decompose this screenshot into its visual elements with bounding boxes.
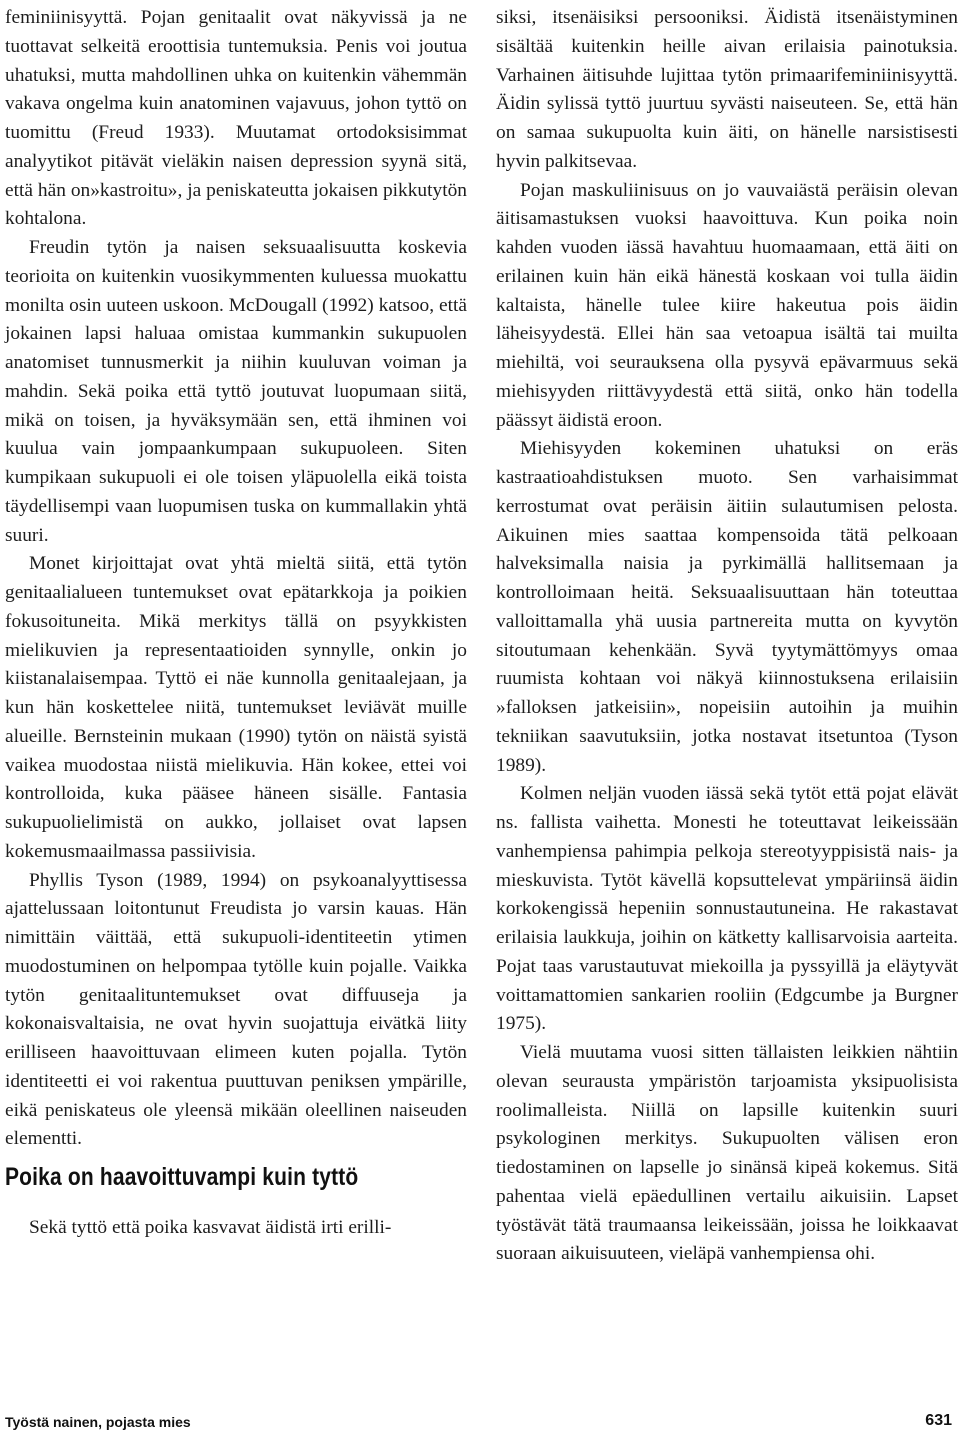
footer-title: Työstä nainen, pojasta mies [5,1414,191,1430]
paragraph: Freudin tytön ja naisen seksuaalisuutta koskevia teorioita on kuitenkin vuosikymmenten kuluessa muokattu monilta osin uuteen uskoon. McDougall (1992) katsoo, että jokainen lapsi haluaa omistaa kummankin sukupuolen anatomiset tunnusmerkit ja niihin kuuluvan voiman ja mahdin. Sekä poika että tyttö joutuvat luopumaan siitä, mikä on toisen, ja hyväksymään sen, että ihminen voi kuulua vain jompaankumpaan sukupuoleen. Siten kumpikaan sukupuoli ei ole toisen yläpuolella eikä toista täydellisempi vaan luopumisen tuska on kummallakin yhtä suuri. [5,237,467,546]
paragraph: Miehisyyden kokeminen uhatuksi on eräs kastraatioahdistuksen muoto. Sen varhaisimmat kerrostumat ovat peräisin äitiin sulautumisen pelosta. Aikuinen mies saattaa kompensoida tätä pelkoaan halveksimalla naisia ja pyrkimällä hallitsemaan ja kontrolloimaan heitä. Seksuaalisuuttaan hän toteuttaa valloittamalla yhä uusia partnereita mutta on kyvytön sitoutumaan kehenkään. Syvä tyytymättömyys omaa ruumista kohtaan voi näkyä kiinnostuksena erilaisiin »falloksen jatkeisiin», nopeisiin autoihin ja muihin tekniikan saavutuksiin, jotka nostavat itsetuntoa (Tyson 1989). [496,438,958,776]
paragraph: feminiinisyyttä. Pojan genitaalit ovat näkyvissä ja ne tuottavat selkeitä eroottisia tuntemuksia. Penis voi joutua uhatuksi, mutta mahdollinen uhka on kuitenkin vähemmän vakava ongelma kuin anatominen vajavuus, johon tyttö on tuomittu (Freud 1933). Muutamat ortodoksisimmat analyytikot pitävät vieläkin naisen depression syynä sitä, että hän on»kastroitu», ja peniskateutta jokaisen pikkutytön kohtalona. [5,7,467,230]
left-column [5,4,467,1243]
paragraph: Phyllis Tyson (1989, 1994) on psykoanalyyttisessa ajattelussaan loitontunut Freudista jo varsin kauas. Hän nimittäin väittää, että sukupuoli-identiteetin ytimen muodostuminen on helpompaa tytölle kuin pojalle. Vaikka tytön genitaalituntemukset ovat diffuuseja ja kokonaisvaltaisia, ne ovat hyvin suojattuja eivätkä liity erilliseen haavoittuvaan elimeen kuten pojalla. Tytön identiteetti ei voi rakentua puuttuvan peniksen ympärille, eikä peniskateus ole yleensä mikään oleellinen naiseuden elementti. [5,869,467,1150]
right-column [496,4,958,1269]
page-number: 631 [925,1412,952,1429]
paragraph: Vielä muutama vuosi sitten tällaisten leikkien nähtiin olevan seurausta ympäristön tarjoamista yksipuolisista roolimalleista. Niillä on lapsille kuitenkin suuri psykologinen merkitys. Sukupuolten välisen eron tiedostaminen on lapselle jo sinänsä kipeä kokemus. Sitä pahentaa vielä epäedullinen vertailu aikuisiin. Lapset työstävät tätä traumaansa leikeissään, joissa he loikkaavat suoraan aikuisuuteen, vieläpä vanhempiensa ohi. [496,1042,958,1265]
section-heading: Poika on haavoittuvampi kuin tyttö [5,1163,359,1191]
paragraph: Monet kirjoittajat ovat yhtä mieltä siitä, että tytön genitaalialueen tuntemukset ovat epätarkkoja ja poikien fokusoituneita. Mikä merkitys tällä on psyykkisten mielikuvien ja representaatioiden synnylle, onkin jo kiistanalaisempaa. Tyttö ei näe kunnolla genitaalejaan, ja kun hän koskettelee niitä, tuntemukset leviävät muille alueille. Bernsteinin mukaan (1990) tytön on näistä syistä vaikea muodostaa niistä mielikuvia. Hän kokee, ettei voi kontrolloida, kuka pääsee häneen sisälle. Fantasia sukupuolielimistä on aukko, jollaiset ovat lapsen kokemusmaailmassa passiivisia. [5,553,467,862]
paragraph: Kolmen neljän vuoden iässä sekä tytöt että pojat elävät ns. fallista vaihetta. Monesti he toteuttavat leikeissään vanhempiensa pahimpia pelkoja stereotyyppisistä nais- ja mieskuvista. Tytöt kävellä kopsuttelevat ympäriinsä äidin korkokengissä hepeniin sonnustautuneina. He rakastavat erilaisia laukkuja, joihin on kätketty kallisarvoisia aarteita. Pojat taas varustautuvat miekoilla ja pyssyillä ja eläytyvät voittamattomien sankarien rooliin (Edgcumbe ja Burgner 1975). [496,783,958,1035]
paragraph: Sekä tyttö että poika kasvavat äidistä irti erilli- [29,1217,392,1238]
paragraph: siksi, itsenäisiksi persooniksi. Äidistä itsenäistyminen sisältää kuitenkin heille aivan erilaisia painotuksia. Varhainen äitisuhde lujittaa tytön primaarifeminiinisyyttä. Äidin sylissä tyttö juurtuu syvästi naiseuteen. Se, että hän on samaa sukupuolta kuin äiti, on hänelle narsistisesti hyvin palkitsevaa. [496,7,958,172]
paragraph: Pojan maskuliinisuus on jo vauvaiästä peräisin olevan äitisamastuksen vuoksi haavoittuva. Kun poika noin kahden vuoden iässä havahtuu huomaamaan, että äiti on erilainen kuin hän eikä hänestä koskaan voi tulla äidin kaltaista, hänelle tulee kiire hakeutua pois äidin läheisyydestä. Ellei hän saa vetoapua isältä tai muilta miehiltä, voi seurauksena olla pysyvä epävarmuus sekä miehisyyden riittävyydestä että siitä, onko hän todella päässyt äidistä eroon. [496,179,958,431]
